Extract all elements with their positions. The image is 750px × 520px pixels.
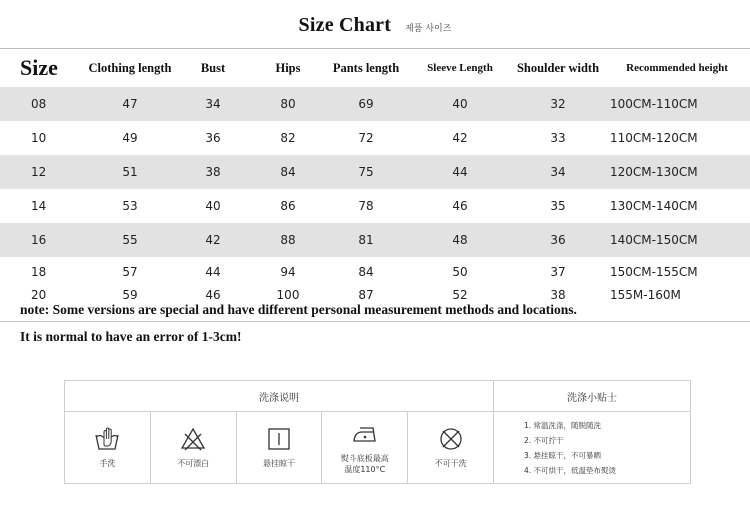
table-cell: 140CM-150CM <box>610 233 698 247</box>
table-header-row <box>0 49 750 87</box>
column-header-clothing-length: Clothing length <box>88 60 172 75</box>
care-tip: 1. 常温洗涤，随脱随洗 <box>524 421 602 430</box>
table-cell: 100 <box>276 288 300 302</box>
table-cell: 44 <box>452 165 468 179</box>
care-tip: 3. 悬挂晾干，不可暴晒 <box>524 451 602 460</box>
table-cell: 84 <box>358 265 374 279</box>
table-cell: 32 <box>550 97 566 111</box>
table-row <box>0 287 750 303</box>
table-cell: 84 <box>280 165 296 179</box>
table-cell: 35 <box>550 199 566 213</box>
table-cell: 10 <box>31 131 47 145</box>
care-label: 不可干洗 <box>434 459 467 468</box>
table-cell: 34 <box>205 97 221 111</box>
care-item-no-bleach <box>151 412 237 483</box>
table-cell: 88 <box>280 233 296 247</box>
page-title: Size Chart <box>298 14 392 36</box>
column-header-recommended-height: Recommended height <box>626 62 728 74</box>
table-cell: 42 <box>205 233 221 247</box>
table-cell: 69 <box>358 97 374 111</box>
size-table <box>0 48 750 295</box>
column-header-size: Size <box>20 55 58 80</box>
hand-wash-icon <box>94 426 120 452</box>
care-tip: 4. 不可烘干，低温垫布熨烫 <box>524 466 617 475</box>
table-cell: 59 <box>122 288 138 302</box>
table-cell: 14 <box>31 199 47 213</box>
table-cell: 34 <box>550 165 566 179</box>
column-header-pants-length: Pants length <box>332 60 400 75</box>
table-cell: 120CM-130CM <box>610 165 698 179</box>
care-instructions-panel <box>64 380 691 484</box>
table-cell: 82 <box>280 131 296 145</box>
table-cell: 20 <box>31 288 47 302</box>
table-cell: 50 <box>452 265 468 279</box>
table-cell: 130CM-140CM <box>610 199 698 213</box>
table-cell: 53 <box>122 199 138 213</box>
care-label-line: 熨斗底板最高 <box>340 453 389 463</box>
table-cell: 55 <box>122 233 138 247</box>
table-cell: 46 <box>452 199 468 213</box>
care-item-no-dry-clean <box>408 412 493 483</box>
no-dry-clean-icon <box>438 426 464 452</box>
table-cell: 57 <box>122 265 138 279</box>
table-cell: 38 <box>205 165 221 179</box>
column-header-sleeve-length: Sleeve Length <box>427 62 493 74</box>
table-cell: 47 <box>122 97 138 111</box>
table-cell: 94 <box>280 265 296 279</box>
table-cell: 86 <box>280 199 296 213</box>
table-cell: 49 <box>122 131 138 145</box>
table-cell: 44 <box>205 265 221 279</box>
error-note: It is normal to have an error of 1-3cm! <box>20 329 242 344</box>
table-row <box>0 121 750 155</box>
table-cell: 40 <box>452 97 468 111</box>
care-item-hang-dry <box>237 412 323 483</box>
table-cell: 38 <box>550 288 566 302</box>
page-subtitle: 제품 사이즈 <box>405 24 452 34</box>
care-label: 悬挂晾干 <box>262 459 295 468</box>
table-cell: 37 <box>550 265 566 279</box>
divider <box>0 321 750 322</box>
care-label: 不可漂白 <box>177 459 210 468</box>
table-cell: 16 <box>31 233 47 247</box>
column-header-bust: Bust <box>200 60 226 75</box>
care-tips-title: 洗涤小贴士 <box>494 381 690 412</box>
table-row <box>0 155 750 189</box>
table-cell: 51 <box>122 165 138 179</box>
table-row <box>0 223 750 257</box>
table-cell: 42 <box>452 131 468 145</box>
care-label: 手洗 <box>99 459 116 468</box>
table-cell: 87 <box>358 288 374 302</box>
table-cell: 100CM-110CM <box>610 97 698 111</box>
table-cell: 12 <box>31 165 47 179</box>
table-cell: 40 <box>205 199 221 213</box>
table-row <box>0 87 750 121</box>
care-item-iron <box>322 412 408 483</box>
table-cell: 48 <box>452 233 468 247</box>
care-tip: 2. 不可拧干 <box>524 436 564 445</box>
table-row <box>0 189 750 223</box>
table-cell: 36 <box>205 131 221 145</box>
table-cell: 80 <box>280 97 296 111</box>
column-header-shoulder-width: Shoulder width <box>516 60 600 75</box>
table-cell: 36 <box>550 233 566 247</box>
table-cell: 46 <box>205 288 221 302</box>
table-cell: 08 <box>31 97 47 111</box>
care-label-line: 温度110°C <box>344 464 386 474</box>
care-label <box>341 453 389 475</box>
table-cell: 155M-160M <box>610 288 681 302</box>
iron-icon <box>352 421 378 447</box>
care-icon-row <box>65 412 494 483</box>
table-cell: 33 <box>550 131 566 145</box>
care-title: 洗涤说明 <box>65 381 494 412</box>
table-cell: 81 <box>358 233 374 247</box>
table-cell: 18 <box>31 265 47 279</box>
table-cell: 150CM-155CM <box>610 265 698 279</box>
table-cell: 78 <box>358 199 374 213</box>
care-item-hand-wash <box>65 412 151 483</box>
table-cell: 52 <box>452 288 468 302</box>
table-cell: 110CM-120CM <box>610 131 698 145</box>
hang-dry-icon <box>266 426 292 452</box>
table-cell: 75 <box>358 165 374 179</box>
column-header-hips: Hips <box>275 60 301 75</box>
measurement-note: note: Some versions are special and have different personal measurement methods and locations. <box>20 302 577 317</box>
care-tips-list <box>494 412 690 483</box>
size-chart-header <box>0 14 750 37</box>
table-cell: 72 <box>358 131 374 145</box>
no-bleach-icon <box>180 426 206 452</box>
